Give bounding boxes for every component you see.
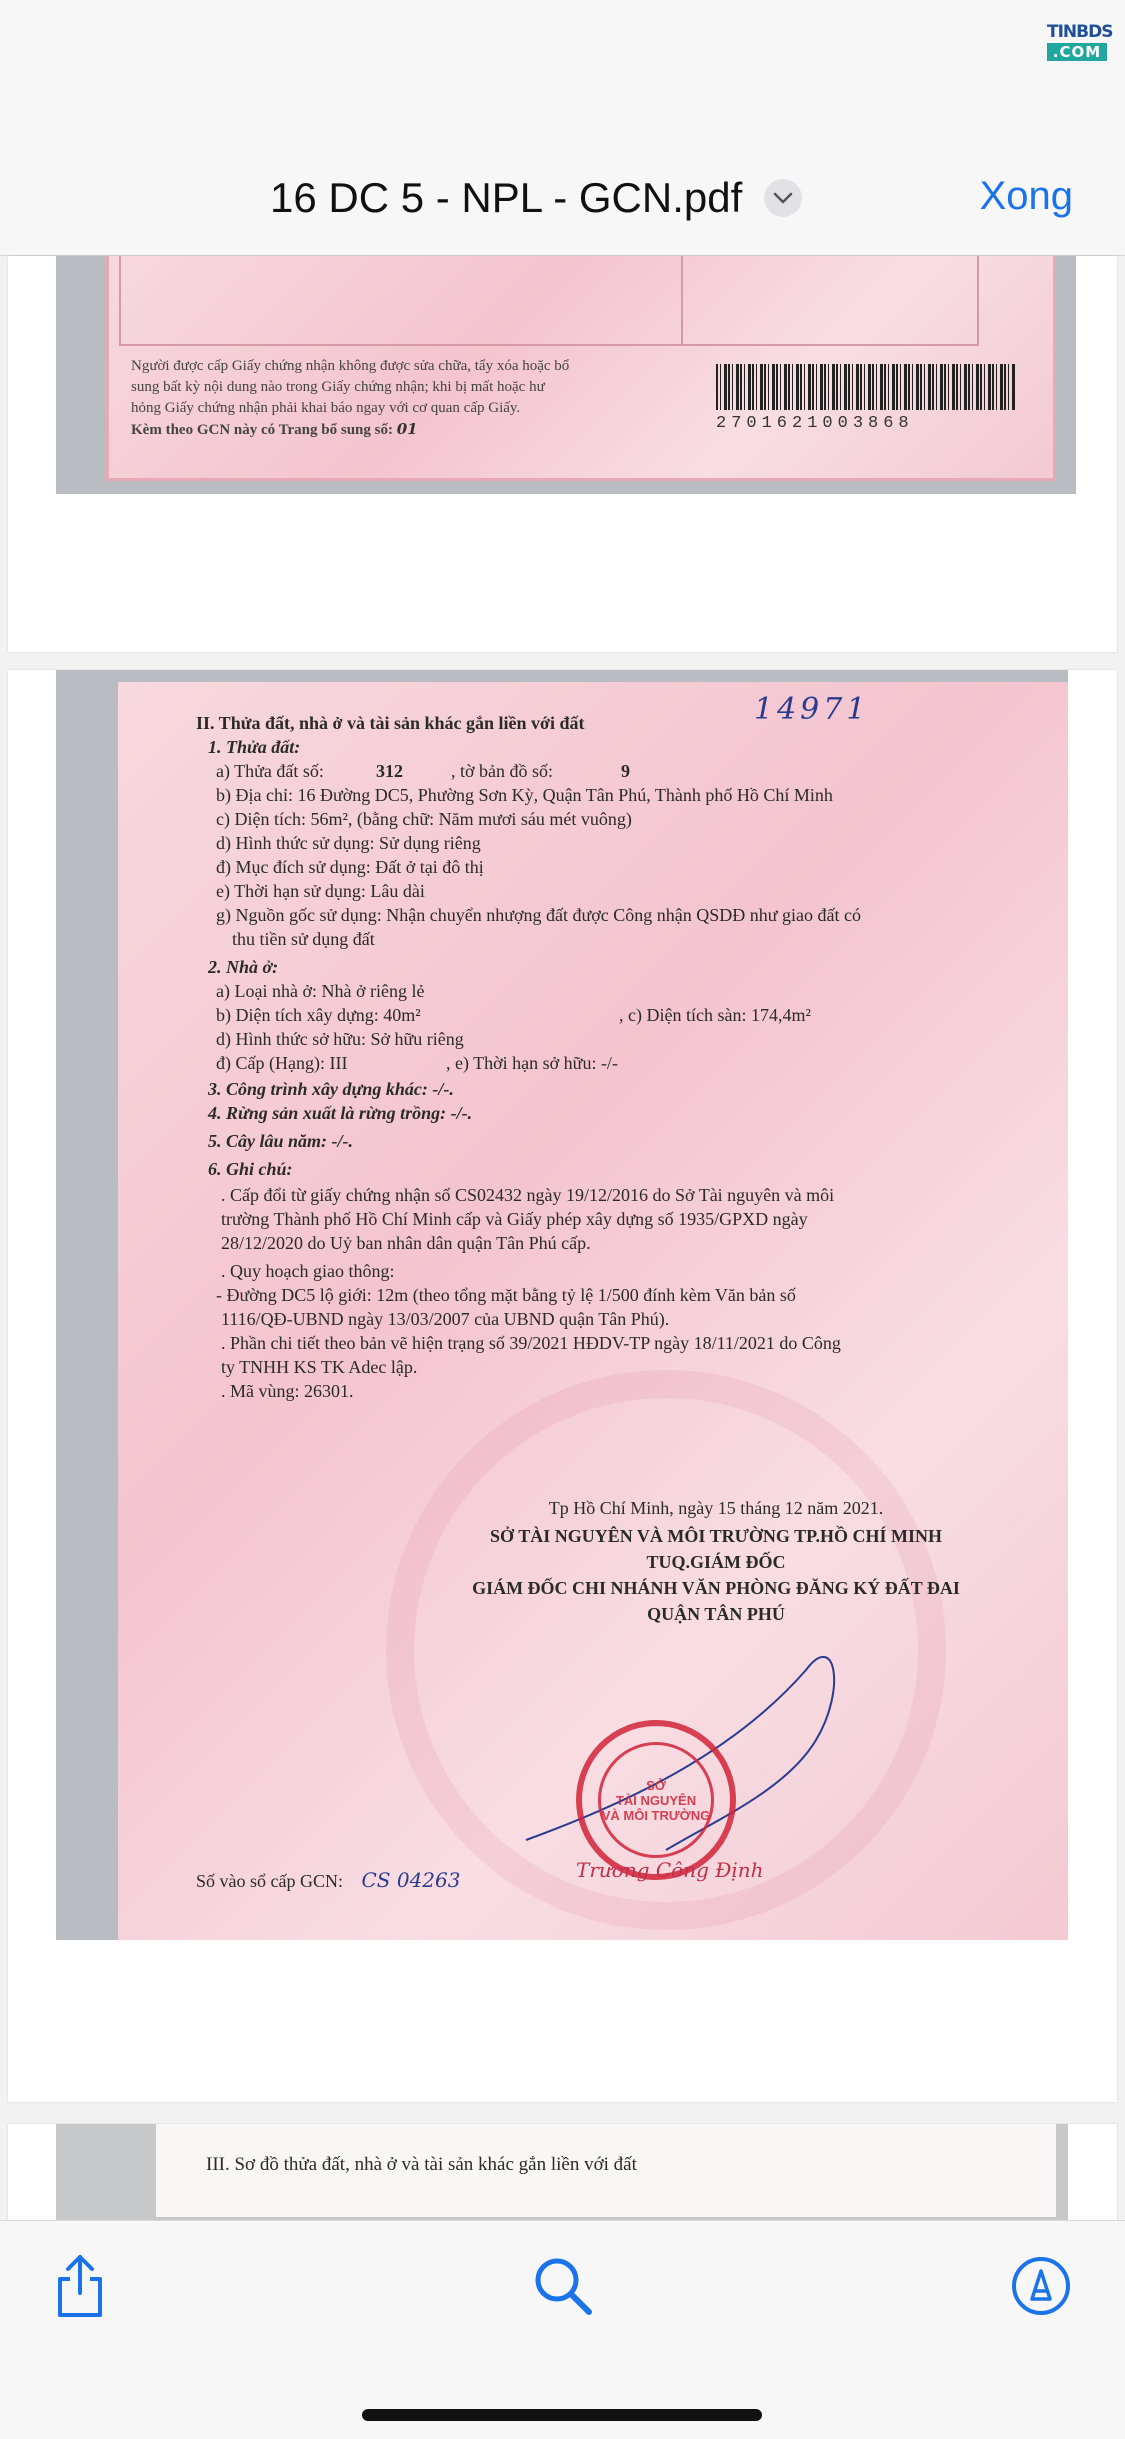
tinbds-watermark <box>1047 22 1113 62</box>
other-constructions: 3. Công trình xây dựng khác: -/-. <box>208 1079 454 1099</box>
done-button[interactable]: Xong <box>979 174 1073 218</box>
pdf-page-3[interactable] <box>8 2124 1117 2234</box>
attachment-label: Kèm theo GCN này có Trang bổ sung số: <box>131 422 393 438</box>
stamp-text: TÀI NGUYÊN <box>615 1792 697 1808</box>
document-title-menu[interactable] <box>270 170 802 226</box>
attachment-line <box>131 419 711 441</box>
bottom-toolbar <box>0 2220 1125 2439</box>
land-address: b) Địa chỉ: 16 Đường DC5, Phường Sơn Kỳ, Quận Tân Phú, Thành phố Hồ Chí Minh <box>216 785 833 805</box>
notice-line: hỏng Giấy chứng nhận phải khai báo ngay với cơ quan cấp Giấy. <box>131 400 521 416</box>
notice-line: sung bất kỳ nội dung nào trong Giấy chứng nhận; khi bị mất hoặc hư <box>131 379 545 395</box>
house-heading: 2. Nhà ở: <box>208 957 279 977</box>
scanned-page-3 <box>56 2124 1068 2220</box>
pdf-page-2[interactable] <box>8 670 1117 2102</box>
issuing-authority: SỞ TÀI NGUYÊN VÀ MÔI TRƯỜNG TP.HỒ CHÍ MINH <box>490 1526 942 1546</box>
registration-number: CS 04263 <box>361 1868 461 1892</box>
search-icon[interactable] <box>533 2256 593 2316</box>
usage-purpose: đ) Mục đích sử dụng: Đất ở tại đô thị <box>216 857 484 877</box>
document-title[interactable]: 16 DC 5 - NPL - GCN.pdf <box>270 174 743 221</box>
note-line: . Mã vùng: 26301. <box>221 1381 354 1401</box>
watermark-line1: TINBDS <box>1047 22 1113 42</box>
note-line: . Phần chi tiết theo bản vẽ hiện trạng số 39/2021 HĐDV-TP ngày 18/11/2021 do Công <box>221 1333 841 1353</box>
handwritten-serial: 14971 <box>754 692 870 727</box>
ownership-form: d) Hình thức sở hữu: Sở hữu riêng <box>216 1029 464 1049</box>
map-sheet-label: , tờ bản đồ số: <box>451 761 554 781</box>
page3-section-title: III. Sơ đồ thửa đất, nhà ở và tài sản khác gắn liền với đất <box>206 2154 637 2175</box>
note-line: ty TNHH KS TK Adec lập. <box>221 1357 418 1377</box>
floor-area: , c) Diện tích sàn: 174,4m² <box>619 1005 811 1025</box>
note-line: 1116/QĐ-UBND ngày 13/03/2007 của UBND quận Tân Phú). <box>221 1309 670 1329</box>
map-sheet-number: 9 <box>621 761 630 781</box>
note-line: . Cấp đổi từ giấy chứng nhận số CS02432 ngày 19/12/2016 do Sở Tài nguyên và môi <box>221 1185 835 1205</box>
registration-line <box>196 1868 460 1892</box>
share-icon[interactable] <box>52 2253 108 2319</box>
notes-heading: 6. Ghi chú: <box>208 1159 293 1179</box>
note-line: - Đường DC5 lộ giới: 12m (theo tổng mặt bằng tỷ lệ 1/500 đính kèm Văn bản số <box>216 1285 796 1305</box>
watermark-line2: .COM <box>1047 43 1107 61</box>
registration-label: Số vào sổ cấp GCN: <box>196 1871 343 1891</box>
certificate-table <box>119 256 979 346</box>
house-type: a) Loại nhà ở: Nhà ở riêng lẻ <box>216 981 425 1001</box>
signer-name: Trương Công Định <box>576 1858 764 1882</box>
issue-date: Tp Hồ Chí Minh, ngày 15 tháng 12 năm 2021. <box>548 1498 884 1518</box>
usage-origin: g) Nguồn gốc sử dụng: Nhận chuyển nhượng đất được Công nhận QSDĐ như giao đất có <box>216 905 861 925</box>
land-plot-label: a) Thửa đất số: <box>216 761 324 781</box>
land-plot-number: 312 <box>376 761 403 781</box>
building-area: b) Diện tích xây dựng: 40m² <box>216 1005 421 1025</box>
stamp-text: VÀ MÔI TRƯỜNG <box>601 1807 711 1823</box>
pdf-page-1[interactable] <box>8 256 1117 652</box>
usage-form: d) Hình thức sử dụng: Sử dụng riêng <box>216 833 481 853</box>
perennial-trees: 5. Cây lâu năm: -/-. <box>208 1131 354 1151</box>
note-line: trường Thành phố Hồ Chí Minh cấp và Giấy phép xây dựng số 1935/GPXD ngày <box>221 1209 808 1229</box>
barcode-number: 2701621003868 <box>716 414 914 433</box>
planted-forest: 4. Rừng sản xuất là rừng trồng: -/-. <box>208 1103 473 1123</box>
note-line: . Quy hoạch giao thông: <box>221 1261 395 1281</box>
barcode <box>716 364 1016 410</box>
attachment-number: 01 <box>396 420 418 438</box>
search-button[interactable] <box>528 2251 598 2321</box>
scanned-page-1 <box>56 256 1076 494</box>
markup-button[interactable] <box>1006 2251 1076 2321</box>
authorized-title: TUQ.GIÁM ĐỐC <box>646 1552 786 1572</box>
branch-office: GIÁM ĐỐC CHI NHÁNH VĂN PHÒNG ĐĂNG KÝ ĐẤT ĐAI <box>472 1578 960 1598</box>
certificate-notice <box>131 356 711 441</box>
stamp-inner-ring <box>598 1742 714 1858</box>
section-title: II. Thửa đất, nhà ở và tài sản khác gắn liền với đất <box>196 713 585 733</box>
official-red-stamp <box>576 1720 736 1880</box>
usage-origin-cont: thu tiền sử dụng đất <box>232 929 375 949</box>
ownership-term: , e) Thời hạn sở hữu: -/- <box>446 1053 618 1073</box>
house-grade: đ) Cấp (Hạng): III <box>216 1053 348 1073</box>
land-heading: 1. Thửa đất: <box>208 737 301 757</box>
usage-term: e) Thời hạn sử dụng: Lâu dài <box>216 881 425 901</box>
notice-line: Người được cấp Giấy chứng nhận không được sửa chữa, tẩy xóa hoặc bổ <box>131 358 570 374</box>
district-office: QUẬN TÂN PHÚ <box>647 1604 785 1624</box>
stamp-text: SỞ <box>646 1777 666 1793</box>
chevron-down-icon[interactable] <box>764 179 802 217</box>
markup-icon[interactable] <box>1010 2255 1072 2317</box>
note-line: 28/12/2020 do Uỷ ban nhân dân quận Tân Phú cấp. <box>221 1233 591 1253</box>
home-indicator[interactable] <box>362 2409 762 2421</box>
land-area: c) Diện tích: 56m², (bằng chữ: Năm mươi sáu mét vuông) <box>216 809 632 829</box>
navigation-bar <box>0 0 1125 255</box>
scanned-page-2 <box>56 670 1068 1940</box>
share-button[interactable] <box>45 2251 115 2321</box>
